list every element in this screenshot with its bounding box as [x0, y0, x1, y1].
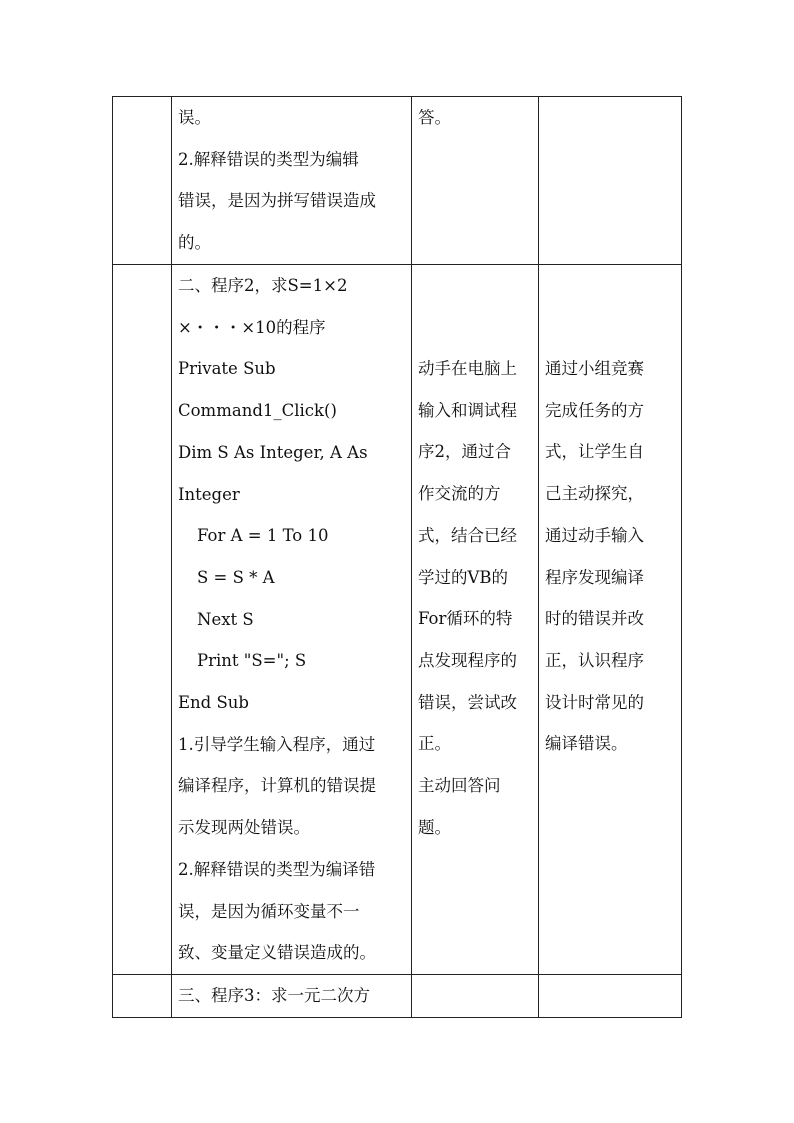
code-line: S = S * A: [197, 567, 275, 587]
lesson-plan-table: [112, 96, 682, 1018]
text-line: 输入和调试程: [418, 400, 517, 420]
text-line: 作交流的方: [418, 484, 501, 504]
text-line: 式，结合已经: [418, 525, 517, 545]
cell-design-intent: [539, 265, 682, 975]
text-line: 错误，尝试改: [418, 692, 517, 712]
text-line: 误。: [178, 108, 211, 127]
text-line: 题。: [418, 817, 451, 837]
text-line: 误，是因为循环变量不一: [178, 901, 360, 921]
code-line: Command1_Click(): [178, 401, 337, 421]
text-line: 的。: [178, 233, 211, 253]
code-line: Integer: [178, 484, 240, 504]
code-line: Next S: [197, 609, 254, 629]
text-line: 错误，是因为拼写错误造成: [178, 191, 376, 211]
code-line: End Sub: [178, 693, 249, 713]
cell-design-intent: [539, 97, 682, 265]
text-line: 时的错误并改: [545, 609, 644, 629]
text-line: 正，认识程序: [545, 650, 644, 670]
text-line: 通过动手输入: [545, 525, 644, 545]
cell-teacher-activity: [172, 974, 412, 1017]
text-line: 主动回答问: [418, 776, 501, 796]
text-line: 通过小组竞赛: [545, 359, 644, 378]
text-line: 点发现程序的: [418, 650, 517, 670]
section-title: 三、程序3：求一元二次方: [178, 985, 370, 1005]
text-line: 答。: [418, 108, 451, 127]
cell-empty: [539, 974, 682, 1017]
cell-empty: [113, 265, 172, 975]
text-line: For循环的特: [418, 609, 513, 629]
text-line: 完成任务的方: [545, 400, 644, 420]
text-line: 程序发现编译: [545, 567, 644, 587]
text-line: 编译错误。: [545, 734, 628, 754]
code-block: [178, 348, 405, 723]
table-row: [113, 974, 682, 1017]
text-line: 学过的VB的: [418, 567, 509, 587]
text-line: 2.解释错误的类型为编辑: [178, 149, 359, 169]
cell-empty: [412, 974, 539, 1017]
cell-student-activity: [412, 265, 539, 975]
cell-empty: [113, 974, 172, 1017]
table-row: [113, 265, 682, 975]
text-line: 2.解释错误的类型为编译错: [178, 859, 376, 879]
text-line: 动手在电脑上: [418, 359, 517, 378]
section-title: ×・・・×10的程序: [178, 317, 326, 337]
spacer: [418, 265, 532, 348]
text-line: 编译程序，计算机的错误提: [178, 776, 376, 796]
cell-student-activity: [412, 97, 539, 265]
cell-teacher-activity: [172, 265, 412, 975]
text-line: 己主动探究，: [545, 484, 644, 504]
code-line: Print "S="; S: [197, 651, 307, 671]
code-line: Dim S As Integer, A As: [178, 442, 368, 462]
text-line: 示发现两处错误。: [178, 818, 310, 838]
code-line: Private Sub: [178, 359, 276, 379]
text-line: 正。: [418, 734, 451, 754]
text-line: 1.引导学生输入程序，通过: [178, 734, 376, 754]
text-line: 设计时常见的: [545, 692, 644, 712]
text-line: 序2，通过合: [418, 442, 511, 462]
code-line: For A = 1 To 10: [197, 526, 329, 546]
table-row: [113, 97, 682, 265]
section-title: 二、程序2，求S=1×2: [178, 276, 348, 295]
text-line: 致、变量定义错误造成的。: [178, 943, 376, 963]
spacer: [545, 265, 675, 348]
cell-empty: [113, 97, 172, 265]
cell-teacher-activity: [172, 97, 412, 265]
text-line: 式，让学生自: [545, 442, 644, 462]
